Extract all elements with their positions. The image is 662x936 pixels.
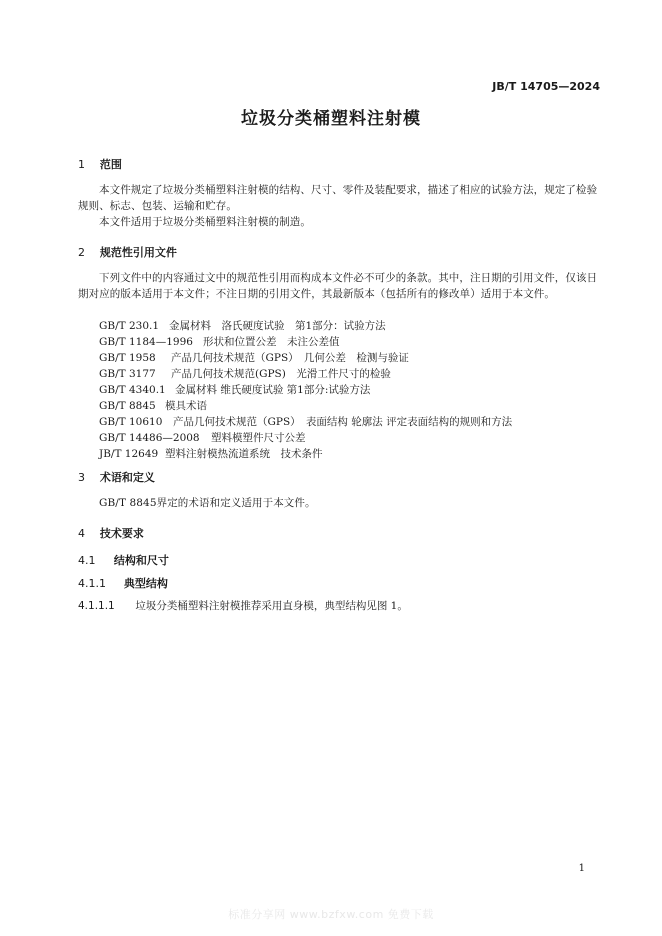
section-4-1-title: 结构和尺寸 (113, 554, 169, 567)
reference-item (99, 414, 512, 430)
clause-number: 4.1.1.1 (78, 600, 115, 612)
section-4-1-1-number: 4.1.1 (78, 577, 106, 590)
normative-intro: 下列文件中的内容通过文中的规范性引用而构成本文件必不可少的条款。其中，注日期的引用文件，仅该日期对应的版本适用于本文件；不注日期的引用文件，其最新版本（包括所有的修改单）适用于本文件。 (78, 272, 598, 300)
section-4-1-1-title: 典型结构 (123, 577, 168, 590)
scope-paragraph-2: 本文件适用于垃圾分类桶塑料注射模的制造。 (99, 216, 311, 228)
reference-title: 金属材料 洛氏硬度试验 第1部分：试验方法 (169, 320, 386, 332)
page-number: 1 (578, 863, 585, 874)
section-1-title: 范围 (99, 158, 122, 171)
reference-code: GB/T 4340.1 (99, 384, 166, 396)
reference-title: 形状和位置公差 未注公差值 (203, 336, 340, 348)
reference-code: GB/T 8845 (99, 400, 156, 412)
reference-title: 产品几何技术规范（GPS） 几何公差 检测与验证 (171, 352, 409, 364)
section-3-heading (78, 469, 155, 485)
section-4-number: 4 (78, 527, 85, 540)
reference-code: GB/T 10610 (99, 416, 163, 428)
reference-item (99, 350, 409, 366)
reference-title: 产品几何技术规范（GPS） 表面结构 轮廓法 评定表面结构的规则和方法 (173, 416, 513, 428)
reference-code: GB/T 14486—2008 (99, 432, 200, 444)
section-2-title: 规范性引用文件 (99, 246, 177, 259)
reference-code: GB/T 230.1 (99, 320, 160, 332)
terms-paragraph: GB/T 8845界定的术语和定义适用于本文件。 (99, 497, 316, 509)
section-1-number: 1 (78, 158, 85, 171)
section-3-number: 3 (78, 471, 85, 484)
reference-title: 模具术语 (165, 400, 207, 412)
reference-code: GB/T 3177 (99, 368, 156, 380)
reference-item (99, 398, 207, 414)
reference-title: 塑料注射模热流道系统 技术条件 (165, 448, 323, 460)
reference-title: 塑料模塑件尺寸公差 (211, 432, 306, 444)
section-3-title: 术语和定义 (99, 471, 155, 484)
reference-code: GB/T 1184—1996 (99, 336, 193, 348)
section-1-heading (78, 156, 122, 172)
clause-4-1-1-1 (78, 598, 408, 613)
section-2-number: 2 (78, 246, 85, 259)
reference-title: 金属材料 维氏硬度试验 第1部分:试验方法 (175, 384, 371, 396)
footer-watermark: 标准分享网 www.bzfxw.com 免费下载 (228, 908, 434, 921)
reference-item (99, 382, 370, 398)
section-2-heading (78, 244, 177, 260)
reference-item (99, 334, 340, 350)
reference-item (99, 366, 391, 382)
reference-title: 产品几何技术规范(GPS) 光滑工件尺寸的检验 (171, 368, 391, 380)
standard-number: JB/T 14705—2024 (492, 80, 600, 93)
section-4-heading (78, 525, 144, 541)
scope-paragraph-1: 本文件规定了垃圾分类桶塑料注射模的结构、尺寸、零件及装配要求，描述了相应的试验方法，规定了检验规则、标志、包装、运输和贮存。 (78, 184, 598, 212)
document-title: 垃圾分类桶塑料注射模 (241, 109, 421, 129)
reference-code: JB/T 12649 (99, 448, 159, 460)
section-4-1-number: 4.1 (78, 554, 96, 567)
section-4-1-1-heading (78, 575, 168, 591)
section-4-title: 技术要求 (99, 527, 144, 540)
reference-item (99, 318, 386, 334)
reference-item (99, 446, 323, 462)
reference-code: GB/T 1958 (99, 352, 156, 364)
section-4-1-heading (78, 552, 169, 568)
reference-item (99, 430, 306, 446)
clause-text: 垃圾分类桶塑料注射模推荐采用直身模，典型结构见图 1。 (135, 600, 408, 612)
